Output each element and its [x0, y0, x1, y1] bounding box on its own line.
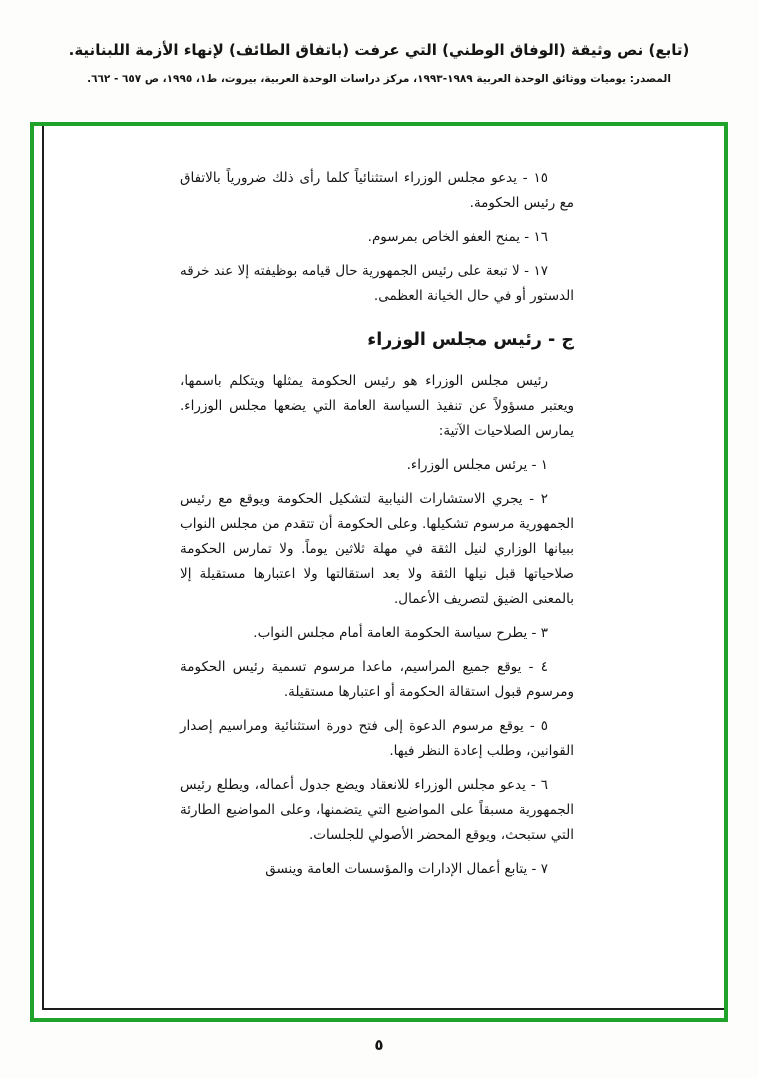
clause-4: ٤ - يوقع جميع المراسيم، ماعدا مرسوم تسمية رئيس الحكومة ومرسوم قبول استقالة الحكومة أو اعتبارها مستقيلة. [180, 658, 574, 700]
document-body [180, 166, 574, 891]
clause-1: ١ - يرئس مجلس الوزراء. [406, 457, 548, 474]
clause-16: ١٦ - يمنح العفو الخاص بمرسوم. [367, 228, 548, 245]
clause-3: ٣ - يطرح سياسة الحكومة العامة أمام مجلس النواب. [253, 624, 548, 641]
scanned-page-edge [42, 126, 724, 1010]
document-title: (تابع) نص وثيقة (الوفاق الوطني) التي عرفت (باتفاق الطائف) لإنهاء الأزمة اللبنانية. [68, 41, 690, 59]
clause-5: ٥ - يوقع مرسوم الدعوة إلى فتح دورة استثنائية ومراسيم إصدار القوانين، وطلب إعادة النظر فيها. [180, 717, 574, 759]
clause-15: ١٥ - يدعو مجلس الوزراء استثنائياً كلما رأى ذلك ضرورياً بالاتفاق مع رئيس الحكومة. [180, 170, 574, 211]
page-number: ٥ [374, 1036, 384, 1054]
intro-paragraph: رئيس مجلس الوزراء هو رئيس الحكومة يمثلها ويتكلم باسمها، ويعتبر مسؤولاً عن تنفيذ السياسة العامة التي يضعها مجلس الوزراء. يمارس الصلاحيات الآتية: [180, 373, 574, 440]
green-document-frame [30, 122, 728, 1022]
clause-2: ٢ - يجري الاستشارات النيابية لتشكيل الحكومة ويوقع مع رئيس الجمهورية مرسوم تشكيلها. وعلى الحكومة أن تتقدم من مجلس النواب ببيانها الوزاري لنيل الثقة في مهلة ثلاثين يوماً. ولا تمارس الحكومة صلاحياتها قبل نيلها الثقة ولا بعد استقالتها ولا اعتبارها مستقيلة إلا بالمعنى الضيق لتصريف الأعمال. [180, 491, 574, 607]
page-header [0, 0, 758, 85]
clause-7: ٧ - يتابع أعمال الإدارات والمؤسسات العامة وينسق [265, 860, 548, 877]
clause-6: ٦ - يدعو مجلس الوزراء للانعقاد ويضع جدول أعماله، ويطلع رئيس الجمهورية مسبقاً على المواضيع التي يتضمنها، وعلى المواضيع الطارئة التي ستبحث، ويوقع المحضر الأصولي للجلسات. [180, 776, 574, 843]
clause-17: ١٧ - لا تبعة على رئيس الجمهورية حال قيامه بوظيفته إلا عند خرقه الدستور أو في حال الخيانة العظمى. [180, 262, 574, 304]
source-citation: المصدر: يوميات ووثائق الوحدة العربية ١٩٨٩-١٩٩٣، مركز دراسات الوحدة العربية، بيروت، ط١، ١٩٩٥، ص ٦٥٧ - ٦٦٢. [87, 73, 671, 86]
section-heading: ج - رئيس مجلس الوزراء [367, 329, 574, 350]
